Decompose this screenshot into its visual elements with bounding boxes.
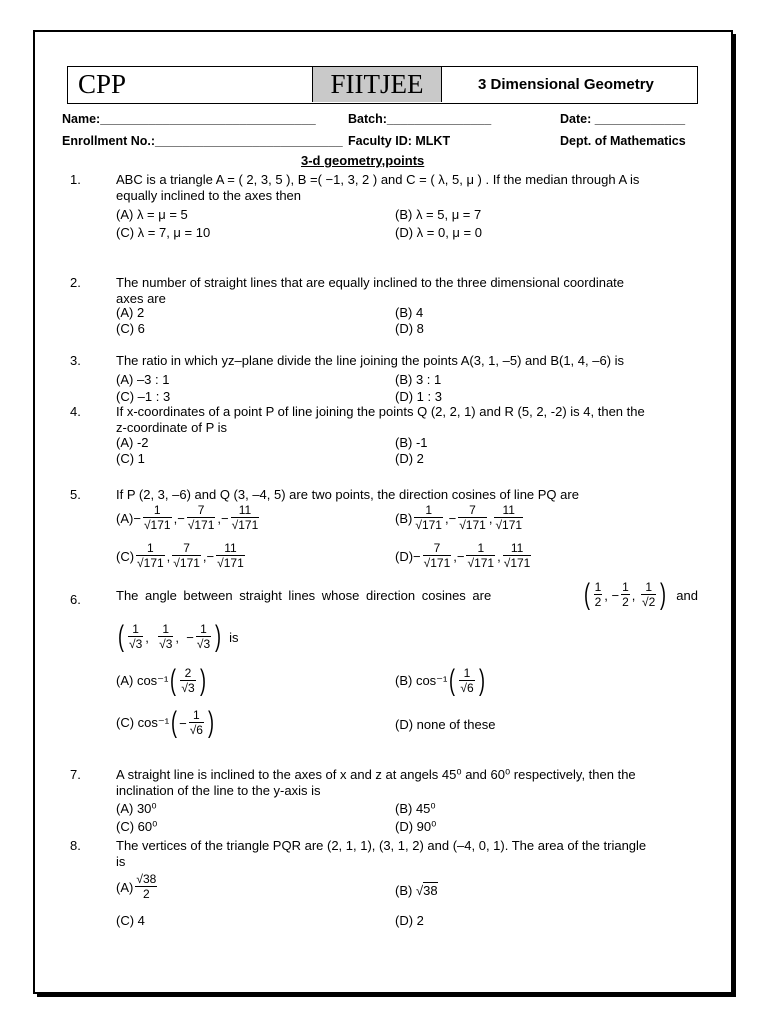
date-field: Date: _____________ [560, 112, 686, 126]
radicand: 171 [502, 518, 523, 532]
question-number: 3. [70, 353, 81, 368]
comma: , [453, 548, 457, 564]
question-line: The number of straight lines that are equally inclined to the three dimensional coordinate [116, 275, 625, 290]
minus-sign: − [206, 548, 215, 564]
minus-sign: − [456, 548, 465, 564]
numerator: 7 [423, 542, 452, 556]
option-a: (A) λ = μ = 5 [116, 207, 188, 222]
sqrt-sign: √ [196, 637, 204, 651]
numerator: 11 [231, 504, 260, 518]
left-paren: ( [171, 706, 178, 739]
denominator: 2 [142, 887, 150, 901]
sqrt-sign: √ [503, 556, 511, 570]
fraction [158, 623, 173, 651]
question-line: axes are [116, 291, 166, 306]
option-label: (C) cos⁻¹ [116, 715, 170, 730]
batch-field: Batch:_______________ [348, 112, 492, 126]
question-line: z-coordinate of P is [116, 420, 228, 435]
denominator [423, 556, 452, 570]
numerator: 1 [158, 623, 173, 637]
option-a [116, 504, 261, 532]
page-shadow-bottom [37, 994, 736, 997]
direction-cosines-2: ( $\frac{1}{√3}$ , $\frac{1}{√3}$ , − $\frac{1}{√3}$ ) is [118, 620, 239, 653]
numerator: 1 [196, 623, 211, 637]
option-label: (A) [116, 510, 134, 526]
minus-sign: − [179, 715, 187, 731]
numerator: 1 [622, 580, 629, 594]
option-a: (A) 2 [116, 305, 145, 320]
and-word: and [676, 587, 698, 603]
numerator: 1 [143, 504, 172, 518]
right-paren: ) [215, 620, 222, 653]
comma: , [217, 510, 222, 526]
sqrt-sign: √ [189, 723, 197, 737]
denominator [216, 556, 245, 570]
sqrt-sign: √ [460, 681, 467, 695]
numerator: 1 [466, 542, 495, 556]
header-brand: FIITJEE [312, 67, 442, 102]
option-d: (D) 1 : 3 [395, 389, 442, 404]
option-b: (B) 4 [395, 305, 424, 320]
header-box [67, 66, 698, 104]
option-a: (A) 30⁰ [116, 801, 157, 816]
sqrt-sign: √ [467, 556, 475, 570]
radicand: 171 [421, 518, 442, 532]
option-c: (C) 1 [116, 451, 145, 466]
comma: , [202, 548, 207, 564]
denominator [459, 681, 474, 695]
option-c [116, 542, 247, 570]
denominator [414, 518, 443, 532]
header-cpp: CPP [78, 69, 127, 99]
comma: , [166, 548, 171, 564]
direction-cosines-1: ( $\frac{1}{2}$ , − $\frac{1}{2}$ , $\frac{1}{√2}$ ) and [583, 578, 698, 611]
question-line: The angle between straight lines whose direction cosines are [116, 587, 492, 603]
option-b [395, 666, 487, 696]
denominator [458, 518, 487, 532]
question-number: 7. [70, 767, 81, 782]
option-label: (B) [395, 510, 413, 526]
numerator: 1 [594, 580, 602, 594]
sqrt-sign: √ [137, 556, 144, 570]
question-text [116, 404, 698, 436]
option-b: (B) -1 [395, 435, 428, 450]
denominator [189, 723, 204, 737]
radicand: 171 [510, 556, 531, 570]
numerator [135, 873, 157, 887]
left-paren: ( [583, 578, 590, 611]
comma: , [173, 510, 178, 526]
question-text: If P (2, 3, –6) and Q (3, –4, 5) are two points, the direction cosines of line PQ are [116, 487, 579, 502]
minus-sign: − [133, 510, 141, 526]
option-d: (D) λ = 0, μ = 0 [395, 225, 482, 240]
sqrt-sign: √ [187, 518, 195, 532]
page-shadow-right [733, 34, 736, 997]
fraction [135, 873, 157, 901]
fraction [594, 581, 603, 609]
right-paren: ) [199, 664, 206, 697]
radicand: 171 [150, 518, 171, 532]
left-paren: ( [449, 664, 456, 697]
fraction [128, 623, 143, 651]
denominator [136, 556, 165, 570]
option-d: (D) 2 [395, 451, 424, 466]
option-b [395, 882, 438, 898]
minus-sign: − [177, 510, 185, 526]
question-text [116, 172, 698, 204]
option-d: (D) 90⁰ [395, 819, 437, 834]
header-title: 3 Dimensional Geometry [478, 76, 654, 93]
question-line: is [116, 854, 126, 869]
option-c: (C) –1 : 3 [116, 389, 171, 404]
option-d [395, 542, 533, 570]
fraction [231, 504, 260, 532]
denominator [494, 518, 523, 532]
radicand: 171 [179, 556, 200, 570]
option-a: (A) –3 : 1 [116, 372, 170, 387]
sqrt-sign: √ [217, 556, 224, 570]
right-paren: ) [660, 578, 667, 611]
fraction [459, 667, 474, 695]
sqrt-sign: √ [415, 518, 422, 532]
sqrt-sign: √ [143, 518, 151, 532]
numerator: 7 [172, 542, 201, 556]
section-title: 3-d geometry,points [301, 153, 425, 168]
fraction [172, 542, 201, 570]
numerator: 11 [503, 542, 532, 556]
question-line: The vertices of the triangle PQR are (2, 1, 1), (3, 1, 2) and (–4, 0, 1). The area of the triangle [116, 838, 647, 853]
option-d: (D) 2 [395, 913, 424, 928]
question-text [116, 838, 698, 870]
option-d: (D) none of these [395, 717, 496, 732]
numerator: 7 [458, 504, 487, 518]
option-label: (C) [116, 548, 135, 564]
numerator: 11 [216, 542, 245, 556]
sqrt-sign: √ [173, 556, 180, 570]
enrollment-field: Enrollment No.:___________________________ [62, 134, 343, 148]
question-number: 6. [70, 592, 81, 607]
sqrt-sign: √ [415, 882, 424, 898]
radicand: 171 [465, 518, 486, 532]
sqrt-sign: √ [231, 518, 239, 532]
radicand: 171 [474, 556, 495, 570]
fraction [466, 542, 495, 570]
option-c: (C) 4 [116, 913, 145, 928]
denominator [180, 681, 195, 695]
radicand: 38 [142, 872, 157, 886]
numerator: 2 [180, 667, 195, 681]
radicand: 3 [135, 637, 143, 651]
numerator: 1 [189, 709, 204, 723]
radicand: 6 [196, 723, 203, 737]
question-number: 1. [70, 172, 81, 187]
numerator: 11 [494, 504, 523, 518]
denominator [466, 556, 495, 570]
sqrt-sign: √ [423, 556, 431, 570]
option-b: (B) 3 : 1 [395, 372, 442, 387]
option-c: (C) λ = 7, μ = 10 [116, 225, 211, 240]
radicand: 6 [466, 681, 474, 695]
denominator [187, 518, 216, 532]
minus-sign: − [448, 510, 457, 526]
question-line: inclination of the line to the y-axis is [116, 783, 321, 798]
numerator: 1 [136, 542, 165, 556]
option-label: (B) cos⁻¹ [395, 673, 448, 688]
question-text [116, 275, 698, 307]
sqrt-sign: √ [181, 681, 188, 695]
denominator [158, 637, 173, 651]
fraction [136, 542, 165, 570]
question-line: A straight line is inclined to the axes of x and z at angels 45⁰ and 60⁰ respectively, then the [116, 767, 636, 782]
minus-sign: − [611, 587, 620, 603]
fraction [143, 504, 172, 532]
question-number: 8. [70, 838, 81, 853]
option-c [116, 708, 216, 738]
numerator: 1 [459, 667, 474, 681]
fraction [423, 542, 452, 570]
radicand: 2 [648, 595, 656, 609]
left-paren: ( [118, 620, 124, 653]
fraction [494, 504, 523, 532]
minus-sign: − [186, 629, 194, 645]
option-b: (B) 45⁰ [395, 801, 436, 816]
sqrt-sign: √ [136, 872, 143, 886]
sqrt-sign: √ [129, 637, 136, 651]
radicand: 38 [423, 883, 438, 898]
comma: , [488, 510, 493, 526]
fraction [216, 542, 245, 570]
option-c: (C) 60⁰ [116, 819, 158, 834]
option-c: (C) 6 [116, 321, 145, 336]
sqrt-sign: √ [459, 518, 466, 532]
denominator [143, 518, 172, 532]
radicand: 3 [203, 637, 211, 651]
fraction [189, 709, 204, 737]
is-word: is [229, 629, 239, 645]
fraction [414, 504, 443, 532]
option-a: (A) -2 [116, 435, 149, 450]
radicand: 3 [187, 681, 195, 695]
numerator: 1 [128, 623, 143, 637]
denominator [503, 556, 532, 570]
fraction [621, 581, 630, 609]
radicand: 171 [194, 518, 215, 532]
numerator: 7 [187, 504, 216, 518]
fraction [187, 504, 216, 532]
denominator [641, 595, 656, 609]
question-line: equally inclined to the axes then [116, 188, 302, 203]
fraction [196, 623, 211, 651]
right-paren: ) [478, 664, 485, 697]
denominator [128, 637, 143, 651]
radicand: 171 [143, 556, 164, 570]
minus-sign: − [221, 510, 229, 526]
denominator: 2 [622, 595, 629, 609]
name-field: Name:_______________________________ [62, 112, 316, 126]
comma: , [497, 548, 501, 564]
numerator: 1 [414, 504, 443, 518]
comma: , [444, 510, 449, 526]
minus-sign: − [413, 548, 421, 564]
radicand: 171 [223, 556, 244, 570]
option-label: (B) [395, 882, 413, 898]
faculty-id: Faculty ID: MLKT [348, 134, 451, 148]
question-number: 5. [70, 487, 81, 502]
left-paren: ( [170, 664, 177, 697]
sqrt-sign: √ [495, 518, 503, 532]
denominator [196, 637, 211, 651]
fraction [641, 581, 656, 609]
option-b [395, 504, 525, 532]
radicand: 171 [430, 556, 451, 570]
right-paren: ) [207, 706, 214, 739]
question-line: ABC is a triangle A = ( 2, 3, 5 ), B =( −1, 3, 2 ) and C = ( λ, 5, μ ) . If the median through A is [116, 172, 640, 187]
option-label: (A) [116, 879, 134, 895]
fraction [180, 667, 195, 695]
option-a [116, 666, 208, 696]
question-text: The ratio in which yz–plane divide the line joining the points A(3, 1, –5) and B(1, 4, –6) is [116, 353, 625, 368]
option-label: (D) [395, 548, 414, 564]
fraction [503, 542, 532, 570]
radicand: 171 [238, 518, 259, 532]
sqrt-sign: √ [642, 595, 649, 609]
denominator [231, 518, 260, 532]
question-number: 4. [70, 404, 81, 419]
denominator: 2 [594, 595, 602, 609]
option-b: (B) λ = 5, μ = 7 [395, 207, 482, 222]
department: Dept. of Mathematics [560, 134, 686, 148]
option-label: (A) cos⁻¹ [116, 673, 169, 688]
question-text [116, 767, 698, 799]
fraction [458, 504, 487, 532]
question-text [116, 580, 698, 610]
numerator: 1 [641, 581, 656, 595]
option-d: (D) 8 [395, 321, 424, 336]
question-number: 2. [70, 275, 81, 290]
sqrt-sign: √ [159, 637, 166, 651]
denominator [172, 556, 201, 570]
option-a [116, 873, 159, 901]
question-line: If x-coordinates of a point P of line joining the points Q (2, 2, 1) and R (5, 2, -2) is 4, then the [116, 404, 645, 419]
radicand: 3 [165, 637, 173, 651]
